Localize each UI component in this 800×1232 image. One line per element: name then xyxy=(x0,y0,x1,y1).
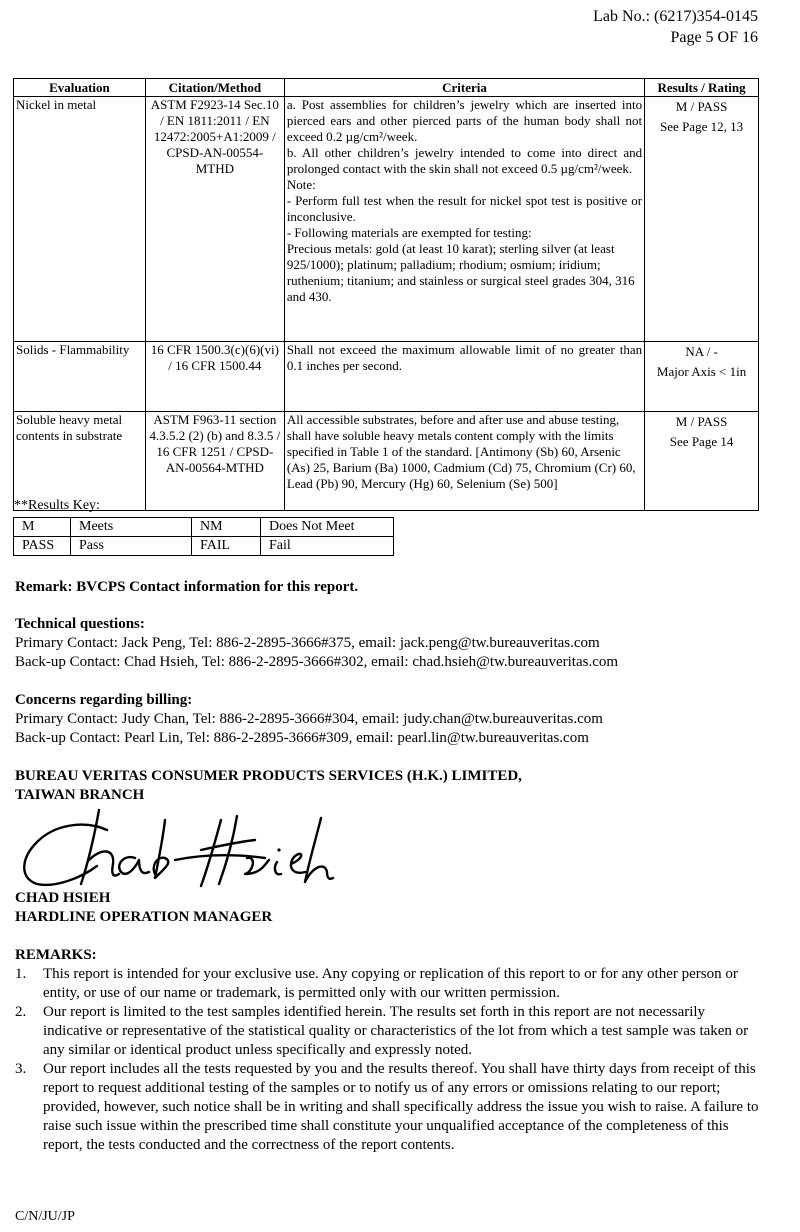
key-meaning: Meets xyxy=(71,518,192,537)
key-code: M xyxy=(14,518,71,537)
backup-contact: Back-up Contact: Pearl Lin, Tel: 886-2-2895-3666#309, email: pearl.lin@tw.bureauveritas.com xyxy=(15,730,589,746)
results-key-title: **Results Key: xyxy=(14,498,100,513)
item-number: 1. xyxy=(15,966,27,982)
remarks-title: REMARKS: xyxy=(15,947,97,963)
signatory-name: CHAD HSIEH xyxy=(15,890,111,906)
remark-heading: Remark: BVCPS Contact information for this report. xyxy=(15,579,359,595)
criteria-cell: All accessible substrates, before and after use and abuse testing, shall have soluble heavy metals content comply with the limits specified in Table 1 of the standard. [Antimony (Sb) 60, Arsenic (As) 25, Barium (Ba) 1000, Cadmium (Cd) 75, Chromium (Cr) 60, Lead (Pb) 90, Mercury (Hg) 60, Selenium (Se) 500] xyxy=(284,412,644,511)
list-item xyxy=(15,1003,765,1060)
result-cell xyxy=(645,412,759,511)
result-cell xyxy=(645,342,759,412)
primary-contact: Primary Contact: Jack Peng, Tel: 886-2-2895-3666#375, email: jack.peng@tw.bureauveritas.com xyxy=(15,635,600,651)
column-header: Citation/Method xyxy=(145,79,284,97)
backup-contact: Back-up Contact: Chad Hsieh, Tel: 886-2-2895-3666#302, email: chad.hsieh@tw.bureauveritas.com xyxy=(15,654,619,670)
result-reference: Major Axis < 1in xyxy=(656,364,747,379)
result-rating: M / PASS xyxy=(675,99,728,114)
key-meaning: Does Not Meet xyxy=(261,518,394,537)
criteria-line: Precious metals: gold (at least 10 karat); sterling silver (at least 925/1000); platinum; palladium; rhodium; osmium; iridium; ruthenium; titanium; and stainless or surgical steel grades 304, 316 and 430. xyxy=(286,241,635,304)
report-header xyxy=(593,6,758,48)
signatory xyxy=(15,889,785,927)
table-row xyxy=(14,342,759,412)
evaluation-cell: Nickel in metal xyxy=(14,97,146,342)
item-text: Our report is limited to the test samples identified herein. The results set forth in this report are not necessarily indicative or representative of the statistical quality or characteristics of the lot from which a test sample was taken or any similar or identical product unless specifically and expressly noted. xyxy=(43,1004,749,1058)
result-cell xyxy=(645,97,759,342)
table-header-row xyxy=(14,79,759,97)
result-reference: See Page 12, 13 xyxy=(660,119,744,134)
table-row xyxy=(14,537,394,556)
method-cell: ASTM F963-11 section 4.3.5.2 (2) (b) and 8.3.5 / 16 CFR 1251 / CPSD-AN-00564-MTHD xyxy=(145,412,284,511)
result-rating: M / PASS xyxy=(675,414,728,429)
column-header: Results / Rating xyxy=(645,79,759,97)
item-number: 3. xyxy=(15,1061,27,1077)
company-line: BUREAU VERITAS CONSUMER PRODUCTS SERVICES (H.K.) LIMITED, xyxy=(15,768,522,784)
item-number: 2. xyxy=(15,1004,27,1020)
criteria-cell: Shall not exceed the maximum allowable limit of no greater than 0.1 inches per second. xyxy=(284,342,644,412)
footer-code: C/N/JU/JP xyxy=(15,1209,75,1224)
company-line: TAIWAN BRANCH xyxy=(15,787,145,803)
results-key-table xyxy=(13,517,394,556)
remarks-list xyxy=(15,965,765,1155)
primary-contact: Primary Contact: Judy Chan, Tel: 886-2-2895-3666#304, email: judy.chan@tw.bureauveritas.com xyxy=(15,711,603,727)
section-title: Concerns regarding billing: xyxy=(15,692,193,708)
company-name xyxy=(15,767,785,805)
method-cell: 16 CFR 1500.3(c)(6)(vi) / 16 CFR 1500.44 xyxy=(145,342,284,412)
criteria-line: - Perform full test when the result for nickel spot test is positive or inconclusive. xyxy=(286,193,643,224)
result-rating: NA / - xyxy=(685,344,718,359)
column-header: Evaluation xyxy=(14,79,146,97)
signature-image xyxy=(15,802,335,892)
page-number: Page 5 OF 16 xyxy=(670,29,758,46)
method-cell: ASTM F2923-14 Sec.10 / EN 1811:2011 / EN 12472:2005+A1:2009 / CPSD-AN-00554-MTHD xyxy=(145,97,284,342)
criteria-line: - Following materials are exempted for testing: xyxy=(286,225,532,240)
section-title: Technical questions: xyxy=(15,616,145,632)
list-item xyxy=(15,1060,765,1155)
key-code: NM xyxy=(192,518,261,537)
evaluation-table xyxy=(13,78,759,511)
evaluation-cell: Soluble heavy metal contents in substrate xyxy=(14,412,146,511)
item-text: Our report includes all the tests requested by you and the results thereof. You shall have thirty days from receipt of this report to request additional testing of the samples or to notify us of any errors or omissions relating to our report; provided, however, such notice shall be in writing and shall specifically address the issue you wish to raise. A failure to raise such issue within the prescribed time shall constitute your unqualified acceptance of the completeness of this report, the tests conducted and the correctness of the report contents. xyxy=(43,1061,759,1153)
table-row xyxy=(14,97,759,342)
lab-number: Lab No.: (6217)354-0145 xyxy=(593,8,758,25)
billing-contacts xyxy=(15,691,785,748)
key-meaning: Fail xyxy=(261,537,394,556)
criteria-line: a. Post assemblies for children’s jewelry which are inserted into pierced ears and other pierced parts of the human body shall not exceed 0.2 µg/cm²/week. xyxy=(286,97,643,144)
item-text: This report is intended for your exclusive use. Any copying or replication of this report to or for any other person or entity, or use of our name or trademark, is permitted only with our written permission. xyxy=(43,966,738,1001)
key-code: FAIL xyxy=(192,537,261,556)
technical-contacts xyxy=(15,615,785,672)
column-header: Criteria xyxy=(284,79,644,97)
result-reference: See Page 14 xyxy=(669,434,734,449)
table-row xyxy=(14,518,394,537)
criteria-line: b. All other children’s jewelry intended to come into direct and prolonged contact with the skin shall not exceed 0.5 µg/cm²/week. xyxy=(286,145,643,176)
table-row xyxy=(14,412,759,511)
list-item xyxy=(15,965,765,1003)
criteria-line: Note: xyxy=(286,177,316,192)
criteria-cell xyxy=(284,97,644,342)
key-code: PASS xyxy=(14,537,71,556)
key-meaning: Pass xyxy=(71,537,192,556)
evaluation-cell: Solids - Flammability xyxy=(14,342,146,412)
signatory-title: HARDLINE OPERATION MANAGER xyxy=(15,909,273,925)
